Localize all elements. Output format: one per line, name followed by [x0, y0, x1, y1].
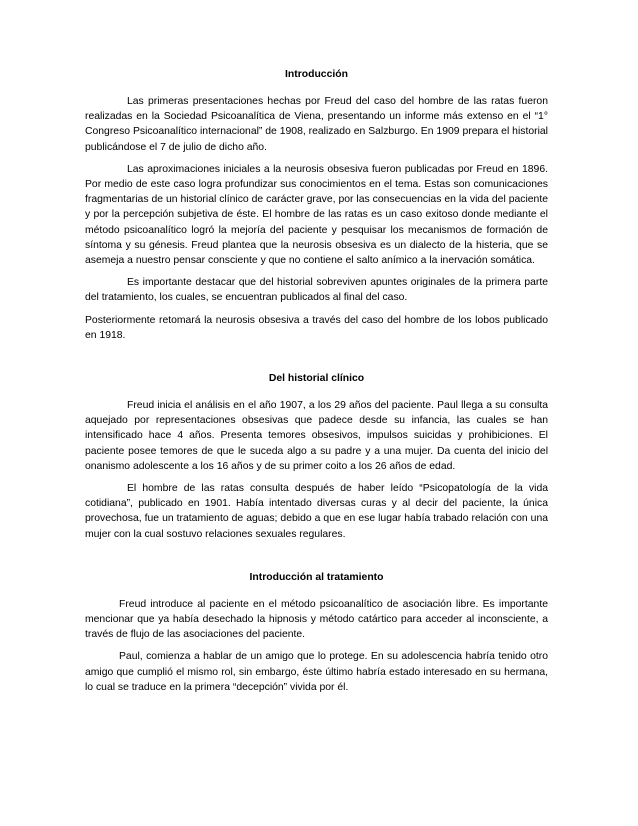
- section-title-historial-clinico: Del historial clínico: [268, 373, 365, 385]
- paragraph-intro-4: Posteriormente retomará la neurosis obsesiva a través del caso del hombre de los lobos publicado en 1918.: [85, 314, 548, 341]
- paragraph-historial-2: El hombre de las ratas consulta después de haber leído “Psicopatología de la vida cotidiana”, publicado en 1901. Había intentado diversas curas y al decir del paciente, la única provechosa, fue un tratamiento de aguas; debido a que en ese lugar había trabado relación con una mujer con la cual sostuvo relaciones sexuales regulares.: [85, 483, 548, 540]
- document-page: [85, 68, 548, 695]
- paragraph-tratamiento-1: Freud introduce al paciente en el método psicoanalítico de asociación libre. Es importante mencionar que ya había desechado la hipnosis y método catártico para acceder al inconsciente, a través de flujo de las asociaciones del paciente.: [85, 598, 548, 641]
- section-title-introduccion-tratamiento: Introducción al tratamiento: [249, 571, 384, 583]
- paragraph-intro-3: Es importante destacar que del historial sobreviven apuntes originales de la primera parte del tratamiento, los cuales, se encuentran publicados al final del caso.: [85, 277, 548, 304]
- section-title-introduccion: Introducción: [285, 69, 348, 80]
- paragraph-intro-2: Las aproximaciones iniciales a la neurosis obsesiva fueron publicadas por Freud en 1896. Por medio de este caso logra profundizar sus conocimientos en el tema. Estas son comunicaciones fragmentarias de un historial clínico de carácter grave, por las consecuencias en la vida del paciente y por la percepción subjetiva de éste. El hombre de las ratas es un caso exitoso donde mediante el método psicoanalítico logró la mejoría del paciente y pesquisar los mecanismos de formación de síntoma y su génesis. Freud plantea que la neurosis obsesiva es un dialecto de la histeria, que se asemeja a nuestro pensar consciente y que no contiene el salto anímico a la inervación somática.: [85, 163, 548, 267]
- paragraph-historial-1: Freud inicia el análisis en el año 1907, a los 29 años del paciente. Paul llega a su consulta aquejado por representaciones obsesivas que padece desde su infancia, las cuales se han intensificado hace 4 años. Presenta temores obsesivos, impulsos suicidas y prohibiciones. El paciente posee temores de que le suceda algo a su padre y a una mujer. Da cuenta del inicio del onanismo adolescente a los 16 años y de su primer coito a los 26 años de edad.: [85, 400, 548, 472]
- paragraph-intro-1: Las primeras presentaciones hechas por Freud del caso del hombre de las ratas fueron realizadas en la Sociedad Psicoanalítica de Viena, presentando un informe más extenso en el “1° Congreso Psicoanalítico internacional” de 1908, realizado en Salzburgo. En 1909 prepara el historial publicándose el 7 de julio de dicho año.: [85, 96, 548, 153]
- paragraph-tratamiento-2: Paul, comienza a hablar de un amigo que lo protege. En su adolescencia habría tenido otro amigo que cumplió el mismo rol, sin embargo, éste último habría estado interesado en su hermana, lo cual se traduce en la primera “decepción” vivida por él.: [85, 651, 548, 693]
